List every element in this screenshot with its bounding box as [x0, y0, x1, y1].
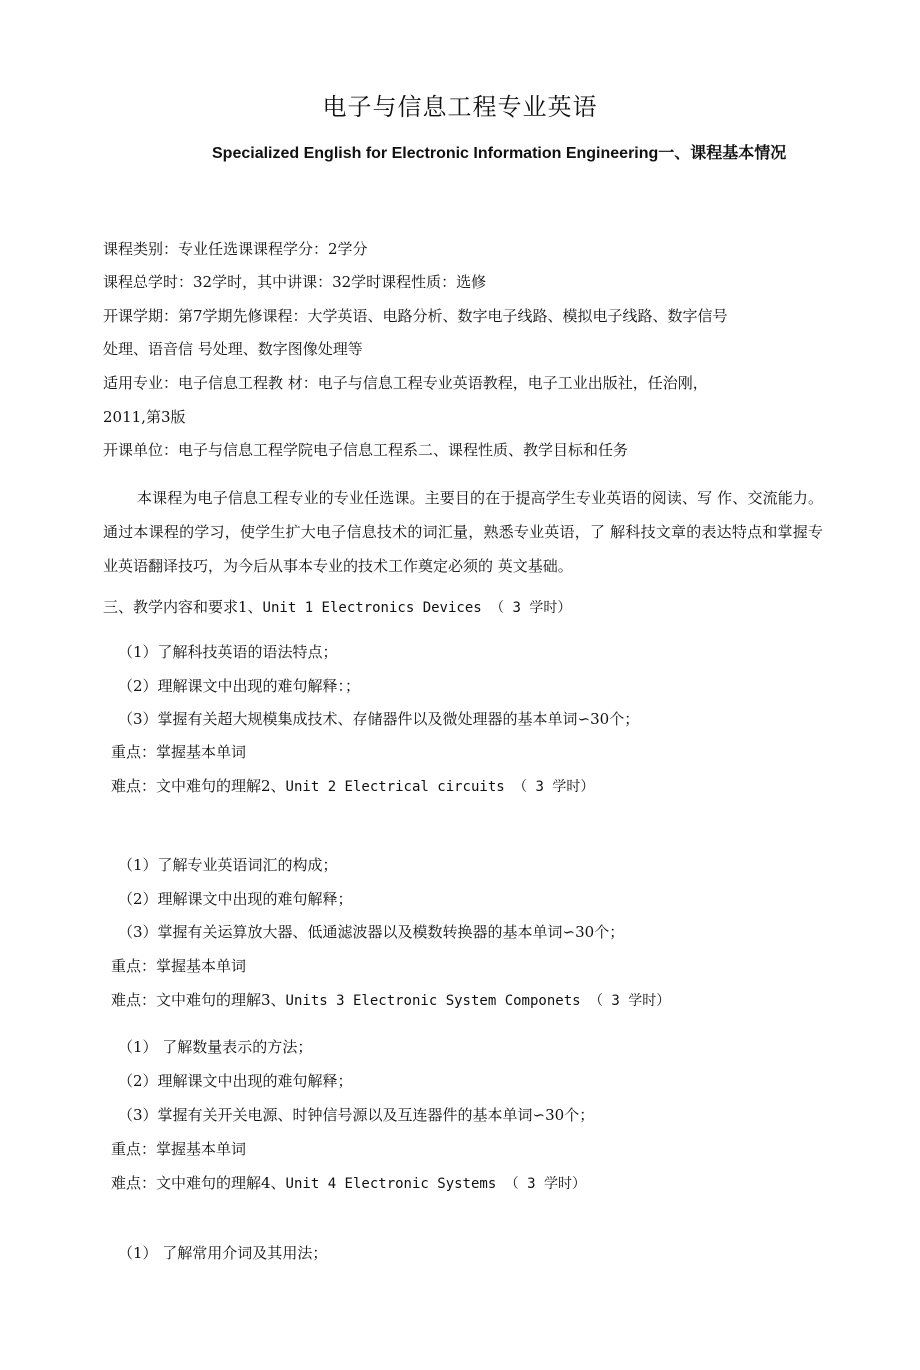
unit-2-item-1: （1）了解专业英语词汇的构成；: [118, 856, 338, 874]
unit-3-difficulty-cn: 难点：文中难句的理解4、: [111, 1174, 286, 1192]
unit-2-key-point: 重点：掌握基本单词: [111, 957, 247, 975]
info-course-type: 课程类别：专业任选课课程学分：2学分: [103, 240, 368, 258]
course-purpose-paragraph: 本课程为电子信息工程专业的专业任选课。主要目的在于提高学生专业英语的阅读、写 作、交流能力。通过本课程的学习，使学生扩大电子信息技术的词汇量，熟悉专业英语，了 解科技文章的表达特点和掌握专业英语翻译技巧，为今后从事本专业的技术工作奠定必须的 英文基础。: [103, 489, 823, 575]
unit-3-key-point: 重点：掌握基本单词: [111, 1140, 247, 1158]
unit-1-title: Unit 1 Electronics Devices （ 3 学时）: [262, 600, 572, 616]
unit-3-item-2: （2）理解课文中出现的难句解释；: [118, 1072, 353, 1090]
section-3-heading-cn: 三、教学内容和要求1、: [103, 598, 263, 616]
unit-3-difficulty: [111, 1173, 586, 1194]
info-major-cont: 2011,第3版: [103, 408, 186, 426]
unit-3-item-1: （1） 了解数量表示的方法；: [118, 1038, 313, 1056]
unit-2-title: Unit 2 Electrical circuits （ 3 学时）: [285, 779, 595, 795]
unit-4-item-1: （1） 了解常用介词及其用法；: [118, 1244, 328, 1262]
unit-4-title: Unit 4 Electronic Systems （ 3 学时）: [285, 1176, 586, 1192]
unit-1-difficulty-cn: 难点：文中难句的理解2、: [111, 777, 286, 795]
unit-2-difficulty: [111, 990, 670, 1011]
unit-1-key-point: 重点：掌握基本单词: [111, 743, 247, 761]
unit-1-item-1: （1）了解科技英语的语法特点；: [118, 643, 338, 661]
info-semester: 开课学期：第7学期先修课程：大学英语、电路分析、数字电子线路、模拟电子线路、数字信号: [103, 307, 728, 325]
info-course-hours: 课程总学时：32学时，其中讲课：32学时课程性质：选修: [103, 273, 487, 291]
unit-2-item-3: （3）掌握有关运算放大器、低通滤波器以及模数转换器的基本单词∽30个；: [118, 923, 625, 941]
info-department: 开课单位：电子与信息工程学院电子信息工程系二、课程性质、教学目标和任务: [103, 441, 629, 459]
unit-3-title: Units 3 Electronic System Componets （ 3 学时）: [285, 993, 671, 1009]
unit-1-difficulty: [111, 776, 594, 797]
unit-2-difficulty-cn: 难点：文中难句的理解3、: [111, 991, 286, 1009]
page-subtitle: Specialized English for Electronic Information Engineering一、课程基本情况: [212, 145, 787, 162]
unit-1-item-3: （3）掌握有关超大规模集成技术、存储器件以及微处理器的基本单词∽30个；: [118, 710, 640, 728]
info-semester-cont: 处理、语音信 号处理、数字图像处理等: [103, 340, 363, 358]
unit-2-item-2: （2）理解课文中出现的难句解释；: [118, 890, 353, 908]
info-major: 适用专业：电子信息工程教 材：电子与信息工程专业英语教程，电子工业出版社，任治刚，: [103, 374, 708, 392]
section-3-heading: [103, 597, 571, 618]
unit-3-item-3: （3）掌握有关开关电源、时钟信号源以及互连器件的基本单词∽30个；: [118, 1106, 595, 1124]
page-title: 电子与信息工程专业英语: [322, 93, 598, 121]
unit-1-item-2: （2）理解课文中出现的难句解释：；: [118, 677, 361, 695]
